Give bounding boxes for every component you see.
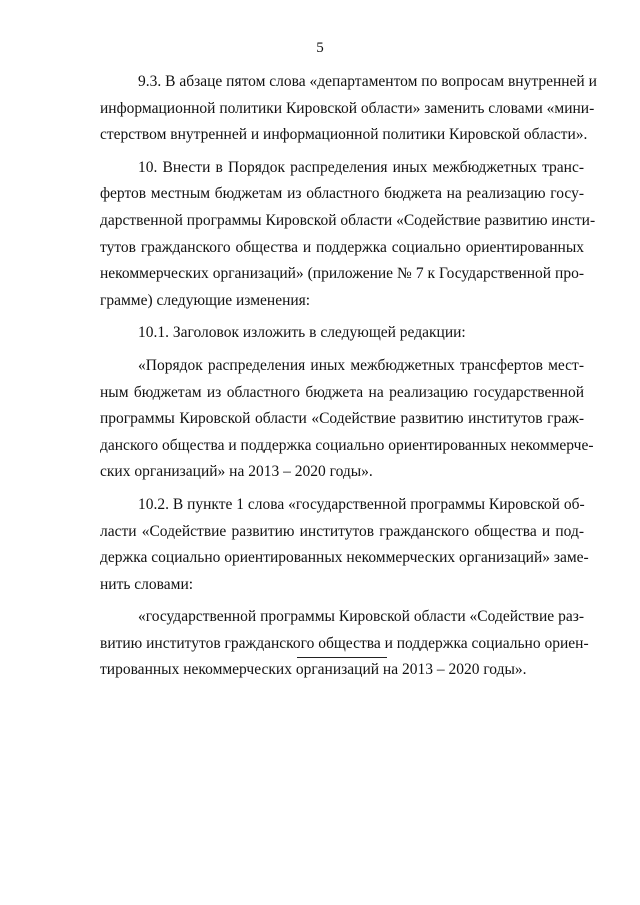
paragraph-10 xyxy=(100,155,596,315)
text-line: витию институтов гражданского общества и поддержка социально ориен- xyxy=(100,634,589,652)
closing-rule xyxy=(297,657,387,658)
text-line: ным бюджетам из областного бюджета на реализацию государственной xyxy=(100,383,584,401)
paragraph-quoted-replacement xyxy=(100,604,589,684)
text-line: 10. Внести в Порядок распределения иных межбюджетных транс- xyxy=(138,158,584,176)
text-line: стерством внутренней и информационной политики Кировской области». xyxy=(100,126,588,144)
text-line: тированных некоммерческих организаций на 2013 – 2020 годы». xyxy=(100,661,527,679)
text-line: 10.1. Заголовок изложить в следующей редакции: xyxy=(138,324,466,342)
text-line: дарственной программы Кировской области «Содействие развитию инсти- xyxy=(100,211,596,229)
text-line: данского общества и поддержка социально ориентированных некоммерче- xyxy=(100,436,594,454)
text-line: «Порядок распределения иных межбюджетных трансфертов мест- xyxy=(138,356,584,374)
text-line: программы Кировской области «Содействие развитию институтов граж- xyxy=(100,410,584,428)
text-line: некоммерческих организаций» (приложение № 7 к Государственной про- xyxy=(100,265,584,283)
text-line: 9.3. В абзаце пятом слова «департаментом по вопросам внутренней и xyxy=(138,73,597,90)
document-body xyxy=(100,69,597,684)
paragraph-quoted-title xyxy=(100,353,594,486)
text-line: ласти «Содействие развитию институтов гражданского общества и под- xyxy=(100,522,584,540)
text-line: фертов местным бюджетам из областного бюджета на реализацию госу- xyxy=(100,185,584,203)
text-line: нить словами: xyxy=(100,575,194,593)
text-line: держка социально ориентированных некоммерческих организаций» заме- xyxy=(100,549,589,567)
text-line: «государственной программы Кировской области «Содействие раз- xyxy=(138,608,584,626)
paragraph-9-3 xyxy=(100,69,597,149)
text-line: тутов гражданского общества и поддержка социально ориентированных xyxy=(100,238,584,256)
page-number: 5 xyxy=(316,40,324,56)
text-line: ских организаций» на 2013 – 2020 годы». xyxy=(100,463,373,481)
paragraph-10-2 xyxy=(100,492,589,598)
text-line: информационной политики Кировской области» заменить словами «мини- xyxy=(100,99,595,117)
text-line: 10.2. В пункте 1 слова «государственной программы Кировской об- xyxy=(138,495,585,513)
text-line: грамме) следующие изменения: xyxy=(100,291,311,309)
paragraph-10-1 xyxy=(100,320,584,347)
